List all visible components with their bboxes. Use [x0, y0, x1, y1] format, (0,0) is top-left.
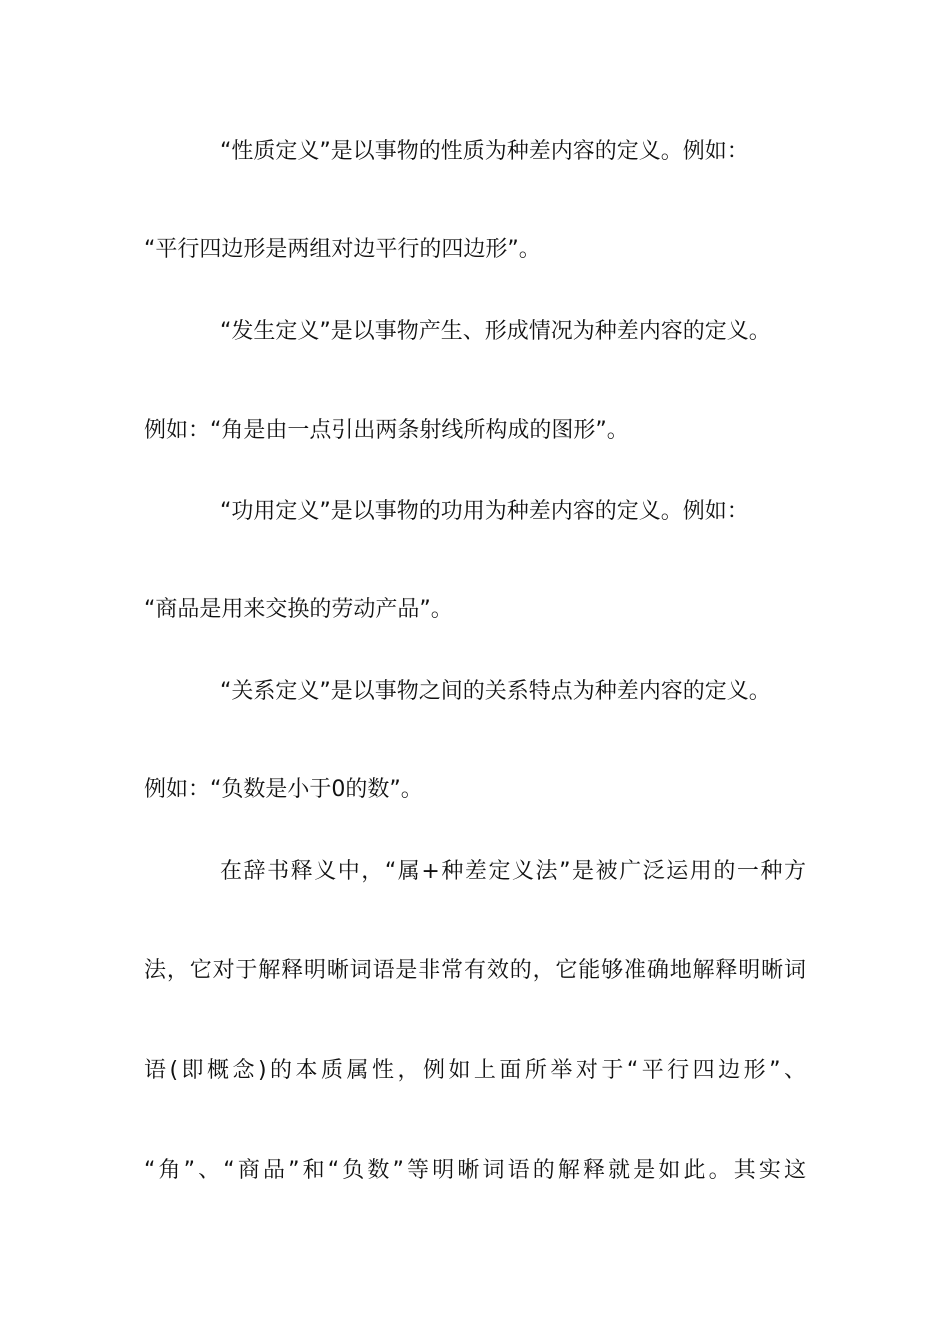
paragraph-line-9: 在辞书释义中，“属+种差定义法”是被广泛运用的一种方	[220, 859, 806, 884]
paragraph-line-4: 例如：“角是由一点引出两条射线所构成的图形”。	[144, 418, 629, 443]
paragraph-line-7: “关系定义”是以事物之间的关系特点为种差内容的定义。	[220, 679, 771, 704]
paragraph-line-2: “平行四边形是两组对边平行的四边形”。	[144, 237, 541, 262]
paragraph-line-11: 语(即概念)的本质属性，例如上面所举对于“平行四边形”、	[144, 1058, 806, 1083]
paragraph-line-3: “发生定义”是以事物产生、形成情况为种差内容的定义。	[220, 319, 771, 344]
paragraph-line-8: 例如：“负数是小于0的数”。	[144, 777, 423, 802]
paragraph-line-10: 法，它对于解释明晰词语是非常有效的，它能够准确地解释明晰词	[144, 958, 806, 983]
paragraph-line-12: “角”、“商品”和“负数”等明晰词语的解释就是如此。其实这	[144, 1158, 806, 1183]
paragraph-line-6: “商品是用来交换的劳动产品”。	[144, 597, 453, 622]
paragraph-line-5: “功用定义”是以事物的功用为种差内容的定义。例如：	[220, 499, 749, 524]
paragraph-line-1: “性质定义”是以事物的性质为种差内容的定义。例如：	[220, 139, 749, 164]
